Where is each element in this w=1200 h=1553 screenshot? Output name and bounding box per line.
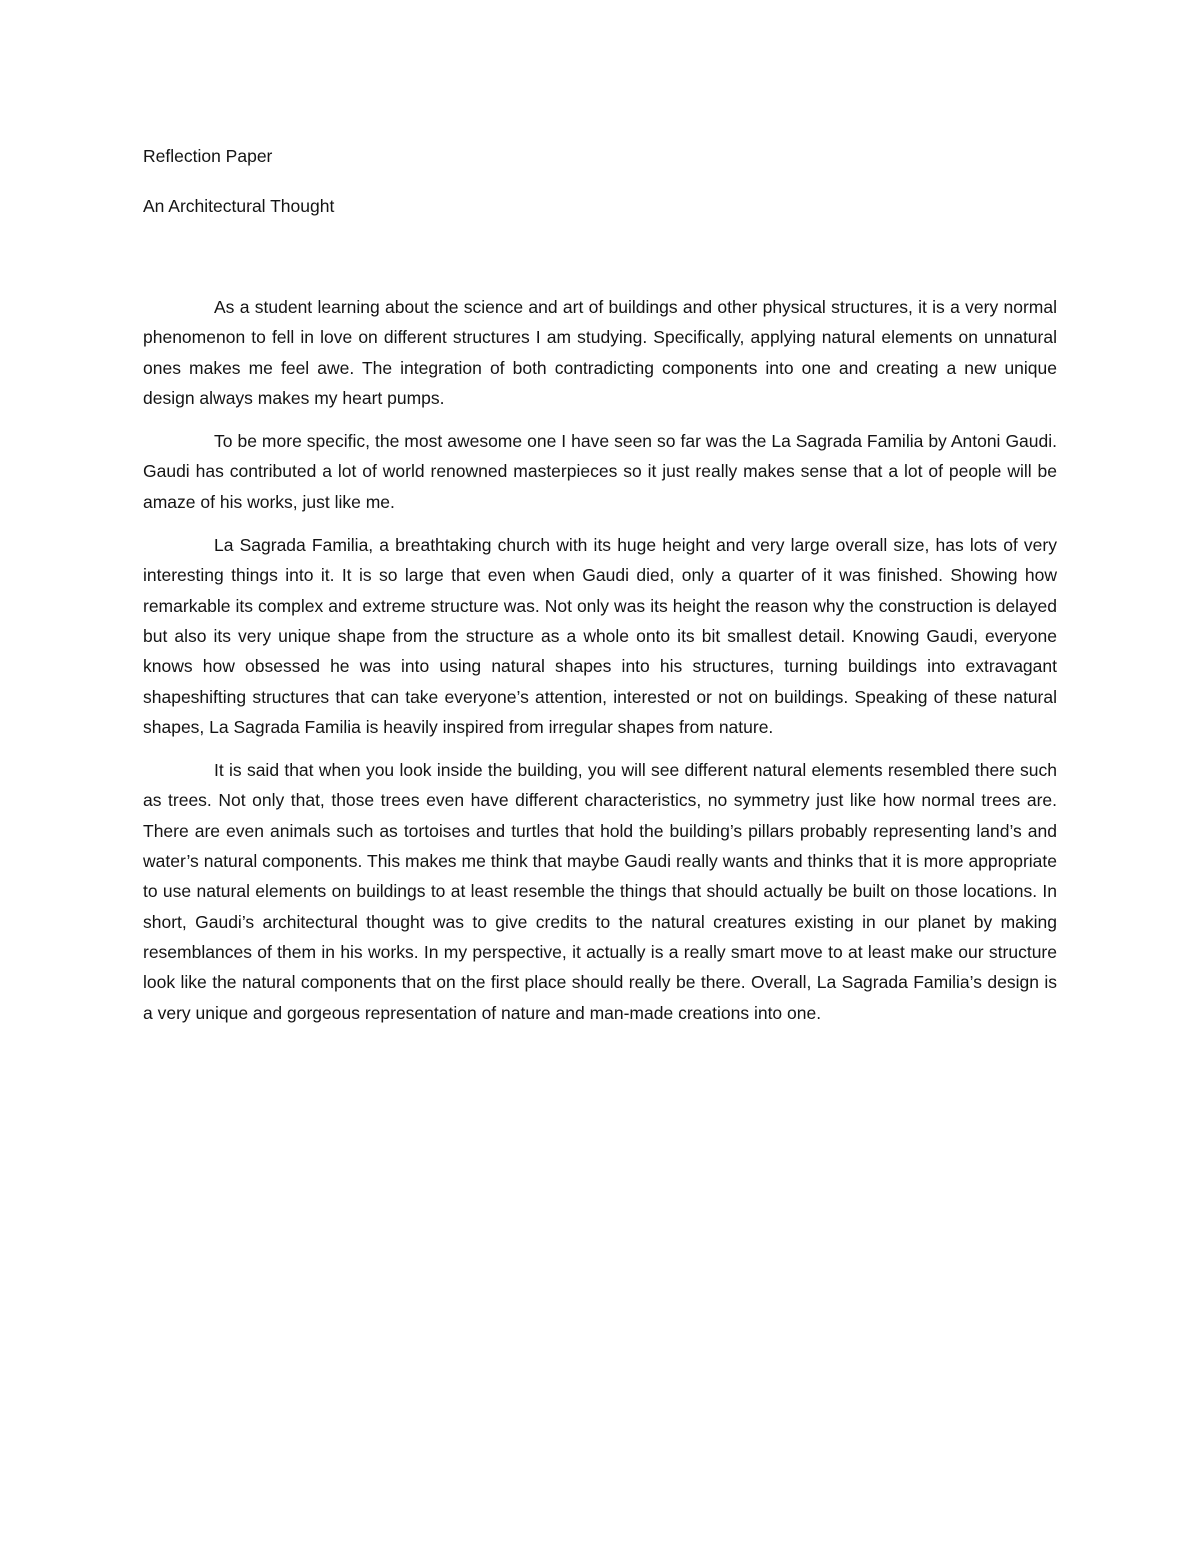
document-subtitle: An Architectural Thought — [143, 196, 335, 216]
body-paragraph-3: La Sagrada Familia, a breathtaking church with its huge height and very large overall size, has lots of very interesting things into it. It is so large that even when Gaudi died, only a quarter of it was finished. Showing how remarkable its complex and extreme structure was. Not only was its height the reason why the construction is delayed but also its very unique shape from the structure as a whole onto its bit smallest detail. Knowing Gaudi, everyone knows how obsessed he was into using natural shapes into his structures, turning buildings into extravagant shapeshifting structures that can take everyone’s attention, interested or not on buildings. Speaking of these natural shapes, La Sagrada Familia is heavily inspired from irregular shapes from nature. — [143, 535, 1057, 737]
body-paragraph-1: As a student learning about the science and art of buildings and other physical structures, it is a very normal phenomenon to fell in love on different structures I am studying. Specifically, applying natural elements on unnatural ones makes me feel awe. The integration of both contradicting components into one and creating a new unique design always makes my heart pumps. — [143, 297, 1057, 408]
body-paragraph-4: It is said that when you look inside the building, you will see different natural elements resembled there such as trees. Not only that, those trees even have different characteristics, no symmetry just like how normal trees are. There are even animals such as tortoises and turtles that hold the building’s pillars probably representing land’s and water’s natural components. This makes me think that maybe Gaudi really wants and thinks that it is more appropriate to use natural elements on buildings to at least resemble the things that should actually be built on those locations. In short, Gaudi’s architectural thought was to give credits to the natural creatures existing in our planet by making resemblances of them in his works. In my perspective, it actually is a really smart move to at least make our structure look like the natural components that on the first place should really be there. Overall, La Sagrada Familia’s design is a very unique and gorgeous representation of nature and man-made creations into one. — [143, 760, 1057, 1023]
document-body — [143, 292, 1057, 1041]
document-title: Reflection Paper — [143, 146, 273, 166]
body-paragraph-2: To be more specific, the most awesome one I have seen so far was the La Sagrada Familia by Antoni Gaudi. Gaudi has contributed a lot of world renowned masterpieces so it just really makes sense that a lot of people will be amaze of his works, just like me. — [143, 431, 1057, 512]
